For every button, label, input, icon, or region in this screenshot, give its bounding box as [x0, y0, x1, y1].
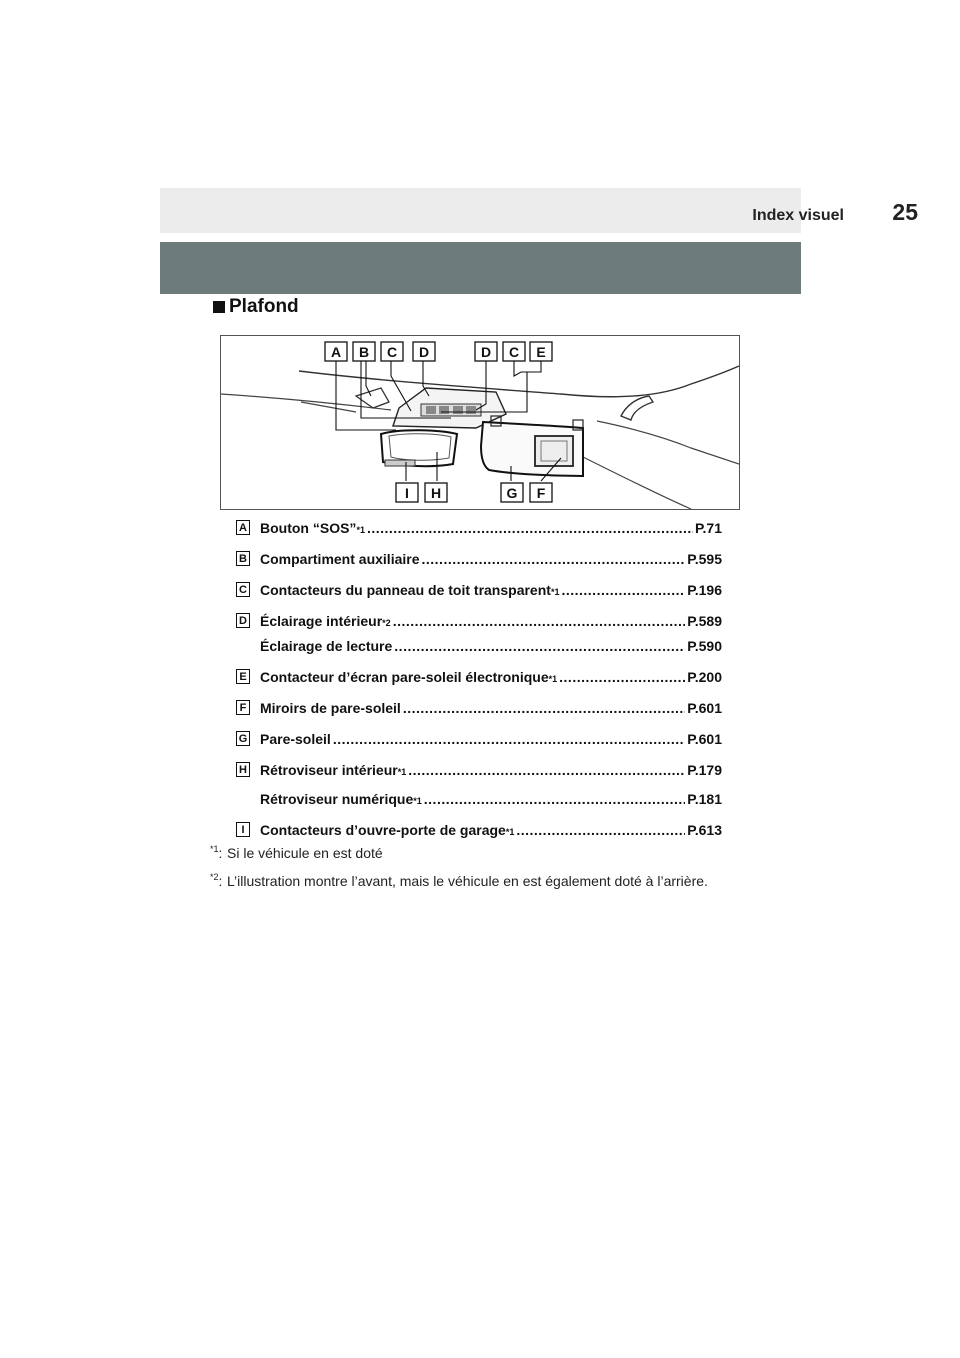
footnote-mark: *2 [210, 872, 219, 882]
entry-name: Contacteurs d’ouvre-porte de garage [260, 822, 506, 838]
callout-label: C [508, 344, 520, 360]
index-entry: A Bouton “SOS” *1 ..... P.71 [236, 516, 722, 540]
index-entry [236, 634, 722, 658]
footnote-text: Si le véhicule en est doté [227, 845, 383, 861]
entry-name: Contacteur d’écran pare-soleil électronique [260, 669, 549, 685]
entry-name: Rétroviseur numérique [260, 791, 414, 807]
callout-label: F [536, 485, 546, 501]
leader-dots [394, 634, 685, 658]
entry-badge: D [236, 613, 250, 628]
entry-name: Miroirs de pare-soleil [260, 700, 401, 716]
header-section-title: Index visuel [752, 207, 844, 224]
leader-dots [403, 696, 685, 720]
entry-page-link[interactable]: P.601 [687, 731, 722, 747]
entry-page-link[interactable]: P.590 [687, 638, 722, 654]
entry-name: Rétroviseur intérieur [260, 762, 398, 778]
entry-name: Compartiment auxiliaire [260, 551, 420, 567]
index-entry [236, 696, 722, 720]
entry-name: Pare-soleil [260, 731, 331, 747]
section-title: Plafond [229, 296, 299, 317]
callout-label: D [418, 344, 430, 360]
entry-badge: G [236, 731, 250, 746]
callout-label: E [536, 344, 546, 360]
index-entry [236, 547, 722, 571]
entry-badge: E [236, 669, 250, 684]
entry-page-link[interactable]: P.179 [687, 762, 722, 778]
index-entry [236, 727, 722, 751]
leader-dots [559, 665, 685, 689]
entry-badge: B [236, 551, 250, 566]
index-entry: C Contacteurs du panneau de toit transparent *1 ..... P.196 [236, 578, 722, 602]
entry-badge: F [236, 700, 250, 715]
entry-badge: C [236, 582, 250, 597]
entry-name: Éclairage de lecture [260, 638, 393, 654]
entry-name: Éclairage intérieur [260, 613, 383, 629]
entry-page-link[interactable]: P.71 [695, 520, 722, 536]
leader-dots [561, 578, 685, 602]
footnote-mark: *1 [210, 844, 219, 854]
callout-label: I [405, 485, 409, 501]
leader-dots [408, 758, 685, 782]
page-number: 25 [892, 199, 918, 225]
entry-page-link[interactable]: P.196 [687, 582, 722, 598]
entry-badge: H [236, 762, 250, 777]
entry-badge: A [236, 520, 250, 535]
entry-page-link[interactable]: P.181 [687, 791, 722, 807]
leader-dots [516, 818, 685, 842]
callout-label: H [430, 485, 442, 501]
square-bullet-icon [213, 301, 225, 313]
entry-page-link[interactable]: P.200 [687, 669, 722, 685]
index-entry: I Contacteurs d’ouvre-porte de garage *1 ..... P.613 [236, 818, 722, 842]
entry-page-link[interactable]: P.601 [687, 700, 722, 716]
leader-dots [333, 727, 685, 751]
leader-dots [367, 516, 693, 540]
callout-label: D [480, 344, 492, 360]
entry-page-link[interactable]: P.589 [687, 613, 722, 629]
index-entry: Rétroviseur numérique *1 ..... P.181 [236, 787, 722, 811]
ceiling-diagram [221, 336, 739, 509]
callout-label: A [330, 344, 342, 360]
callout-label: B [358, 344, 370, 360]
entry-name: Bouton “SOS” [260, 520, 357, 536]
leader-dots [422, 547, 686, 571]
entry-page-link[interactable]: P.595 [687, 551, 722, 567]
leader-dots [424, 787, 685, 811]
ceiling-illustration [220, 335, 740, 510]
leader-dots [393, 609, 686, 633]
callout-label: G [506, 485, 518, 501]
entry-badge: I [236, 822, 250, 837]
index-entry: H Rétroviseur intérieur *1 ..... P.179 [236, 758, 722, 782]
footnote-text: L’illustration montre l’avant, mais le véhicule en est également doté à l’arrière. [227, 873, 708, 889]
section-heading [213, 296, 299, 318]
header-band [160, 188, 801, 233]
callout-label: C [386, 344, 398, 360]
entry-page-link[interactable]: P.613 [687, 822, 722, 838]
index-entry: D Éclairage intérieur *2 ..... P.589 [236, 609, 722, 633]
header-banner [160, 242, 801, 294]
index-entry: E Contacteur d’écran pare-soleil électronique *1 ..... P.200 [236, 665, 722, 689]
entry-name: Contacteurs du panneau de toit transparent [260, 582, 551, 598]
